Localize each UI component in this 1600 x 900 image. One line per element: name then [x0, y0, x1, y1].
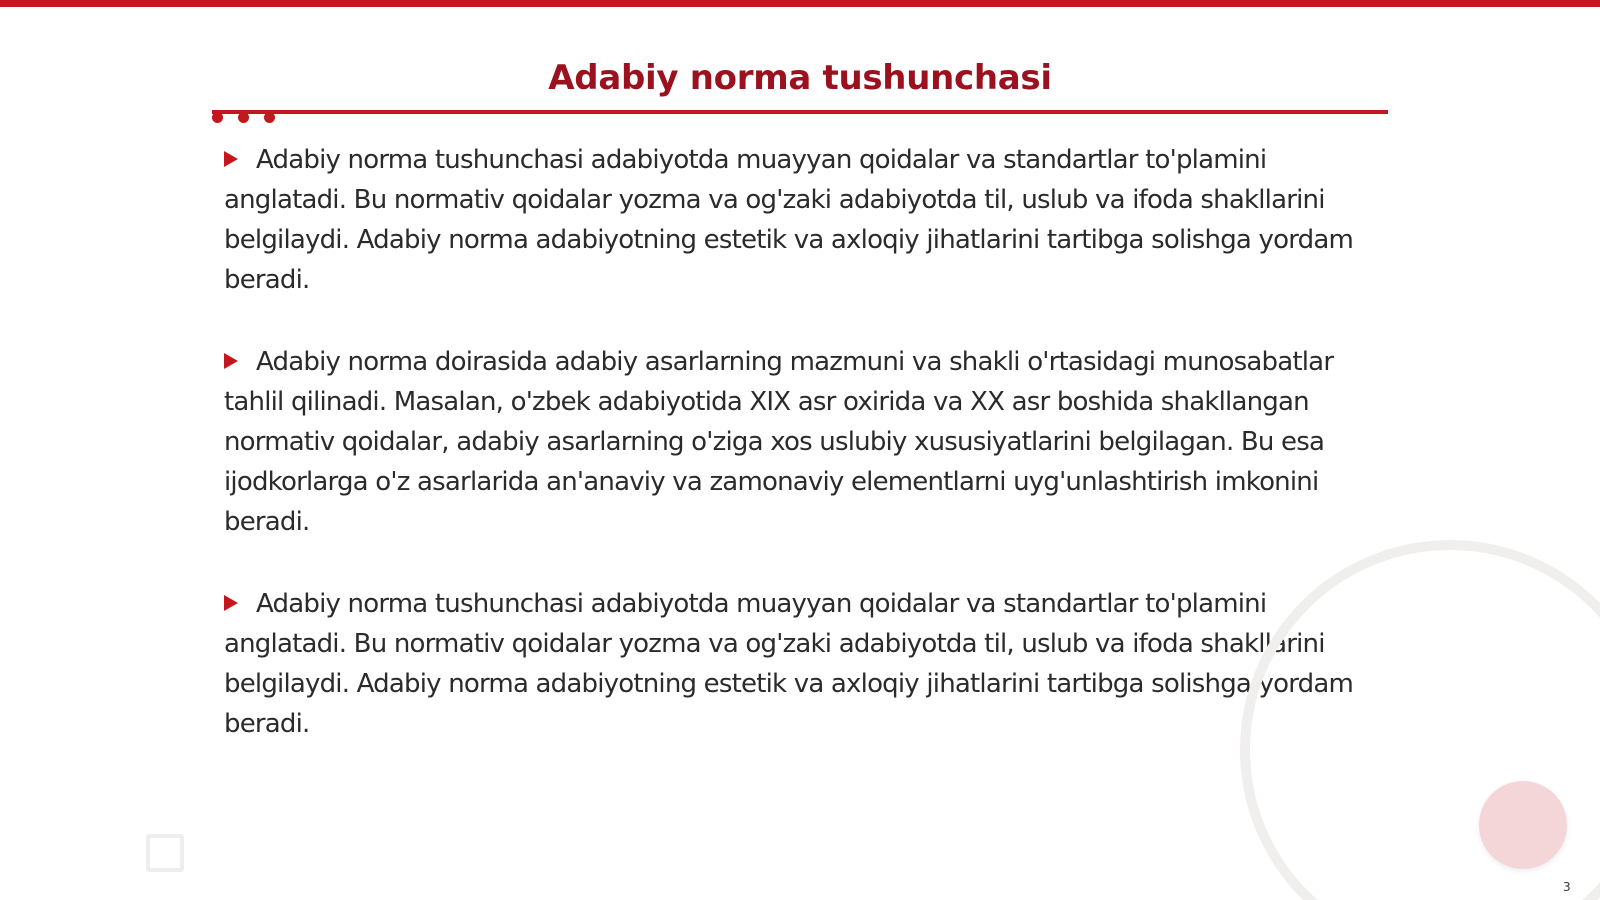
- paragraph-text: Adabiy norma tushunchasi adabiyotda muayyan qoidalar va standartlar to'plamini anglatadi. Bu normativ qoidalar yozma va og'zaki adabiyotda til, uslub va ifoda shakllarini belgilaydi. Adabiy norma adabiyotning estetik va axloqiy jihatlarini tartibga solishga yordam beradi.: [224, 589, 1354, 739]
- slide-body: [224, 140, 1374, 786]
- decor-dot: [238, 112, 249, 123]
- decor-dot: [264, 112, 275, 123]
- triangle-right-icon: [224, 151, 238, 167]
- paragraph-text: Adabiy norma tushunchasi adabiyotda muayyan qoidalar va standartlar to'plamini anglatadi. Bu normativ qoidalar yozma va og'zaki adabiyotda til, uslub va ifoda shakllarini belgilaydi. Adabiy norma adabiyotning estetik va axloqiy jihatlarini tartibga solishga yordam beradi.: [224, 145, 1354, 295]
- bullet-paragraph: [224, 140, 1374, 300]
- paragraph-text: Adabiy norma doirasida adabiy asarlarning mazmuni va shakli o'rtasidagi munosabatlar tahlil qilinadi. Masalan, o'zbek adabiyotida XIX asr oxirida va XX asr boshida shakllangan normativ qoidalar, adabiy asarlarning o'ziga xos uslubiy xususiyatlarini belgilagan. Bu esa ijodkorlarga o'z asarlarida an'anaviy va zamonaviy elementlarni uyg'unlashtirish imkonini beradi.: [224, 347, 1334, 537]
- top-accent-bar: [0, 0, 1600, 7]
- bullet-paragraph: [224, 342, 1374, 542]
- decorative-pink-circle: [1479, 781, 1567, 869]
- decor-dot: [212, 112, 223, 123]
- title-dots-decoration: [212, 112, 282, 126]
- title-underline: [212, 110, 1388, 114]
- slide-title: Adabiy norma tushunchasi: [548, 58, 1052, 98]
- page-number: 3: [1563, 880, 1571, 894]
- bullet-paragraph: [224, 584, 1374, 744]
- triangle-right-icon: [224, 353, 238, 369]
- triangle-right-icon: [224, 595, 238, 611]
- decorative-square: [146, 834, 184, 872]
